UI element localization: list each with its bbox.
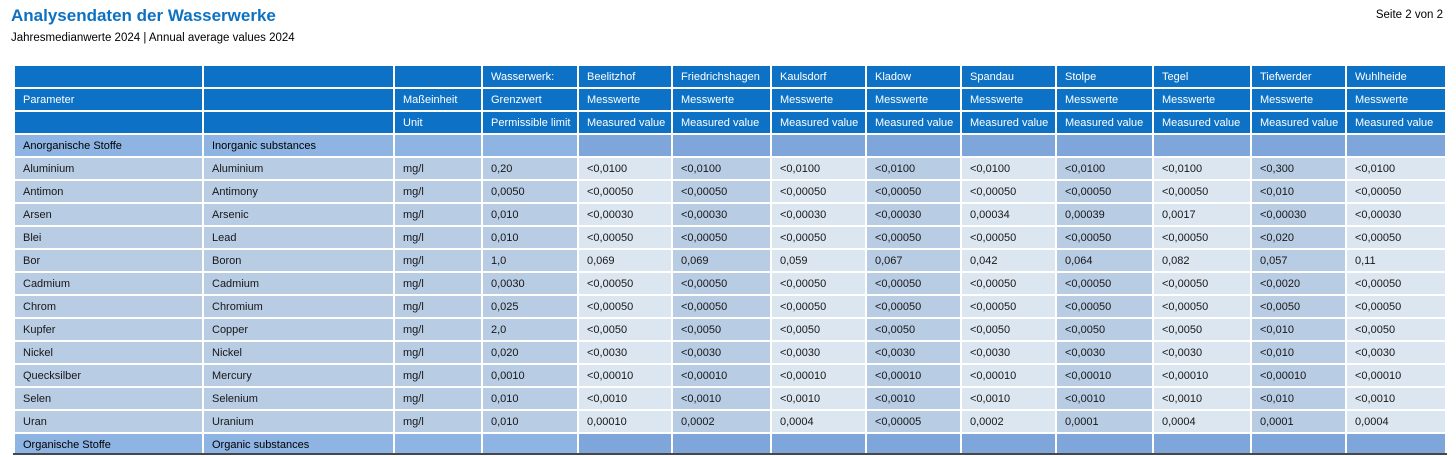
section-spacer-cell (395, 135, 481, 156)
value-cell: 0,042 (962, 250, 1055, 271)
header-spacer-cell (204, 66, 393, 87)
value-cell: <0,020 (1252, 227, 1345, 248)
section-spacer-cell (867, 434, 960, 455)
param-de-cell: Kupfer (15, 319, 202, 340)
limit-label-de: Grenzwert (483, 89, 577, 110)
value-cell: <0,00050 (1057, 296, 1152, 317)
header-spacer-cell (204, 89, 393, 110)
value-cell: <0,00050 (1154, 181, 1250, 202)
table-row (15, 296, 1445, 317)
value-cell: <0,00050 (867, 227, 960, 248)
param-en-cell: Nickel (204, 342, 393, 363)
limit-cell: 0,20 (483, 158, 577, 179)
unit-cell: mg/l (395, 388, 481, 409)
measured-label-de: Messwerte (772, 89, 865, 110)
value-cell: <0,00050 (867, 296, 960, 317)
param-en-cell: Chromium (204, 296, 393, 317)
limit-cell: 1,0 (483, 250, 577, 271)
value-cell: <0,00050 (673, 273, 770, 294)
value-cell: <0,00050 (962, 227, 1055, 248)
limit-cell: 0,0010 (483, 365, 577, 386)
value-cell: <0,00050 (772, 296, 865, 317)
unit-cell: mg/l (395, 342, 481, 363)
param-en-cell: Arsenic (204, 204, 393, 225)
section-spacer-cell (483, 434, 577, 455)
param-de-cell: Aluminium (15, 158, 202, 179)
unit-cell: mg/l (395, 158, 481, 179)
measured-label-de: Messwerte (1252, 89, 1345, 110)
plant-header: Tegel (1154, 66, 1250, 87)
param-de-cell: Chrom (15, 296, 202, 317)
param-en-cell: Antimony (204, 181, 393, 202)
section-spacer-cell (962, 135, 1055, 156)
param-en-cell: Uranium (204, 411, 393, 432)
value-cell: 0,069 (579, 250, 671, 271)
page-title: Analysendaten der Wasserwerke (11, 6, 276, 25)
measured-label-en: Measured value (1252, 112, 1345, 133)
value-cell: <0,300 (1252, 158, 1345, 179)
section-spacer-cell (1057, 135, 1152, 156)
section-name-en: Inorganic substances (204, 135, 393, 156)
param-de-cell: Arsen (15, 204, 202, 225)
section-spacer-cell (1347, 135, 1445, 156)
measured-label-de: Messwerte (962, 89, 1055, 110)
param-de-cell: Bor (15, 250, 202, 271)
value-cell: <0,0100 (1347, 158, 1445, 179)
value-cell: <0,00050 (1347, 181, 1445, 202)
value-cell: <0,0050 (1154, 319, 1250, 340)
value-cell: <0,00050 (1347, 227, 1445, 248)
table-row (15, 342, 1445, 363)
section-spacer-cell (1154, 434, 1250, 455)
value-cell: <0,0030 (673, 342, 770, 363)
measured-label-de: Messwerte (867, 89, 960, 110)
value-cell: 0,0004 (1154, 411, 1250, 432)
measured-label-en: Measured value (867, 112, 960, 133)
value-cell: 0,067 (867, 250, 960, 271)
limit-label-en: Permissible limit (483, 112, 577, 133)
value-cell: <0,0100 (772, 158, 865, 179)
unit-cell: mg/l (395, 319, 481, 340)
value-cell: 0,0017 (1154, 204, 1250, 225)
value-cell: <0,00050 (673, 181, 770, 202)
value-cell: <0,00005 (867, 411, 960, 432)
value-cell: <0,0100 (579, 158, 671, 179)
value-cell: <0,0100 (1154, 158, 1250, 179)
value-cell: 0,11 (1347, 250, 1445, 271)
value-cell: 0,00010 (579, 411, 671, 432)
value-cell: <0,0050 (962, 319, 1055, 340)
value-cell: <0,010 (1252, 319, 1345, 340)
value-cell: <0,00030 (772, 204, 865, 225)
plant-header: Kaulsdorf (772, 66, 865, 87)
value-cell: <0,00050 (1347, 296, 1445, 317)
section-spacer-cell (483, 135, 577, 156)
plant-header: Beelitzhof (579, 66, 671, 87)
value-cell: <0,0010 (962, 388, 1055, 409)
param-de-cell: Quecksilber (15, 365, 202, 386)
limit-cell: 0,0030 (483, 273, 577, 294)
param-de-cell: Cadmium (15, 273, 202, 294)
value-cell: <0,00050 (962, 296, 1055, 317)
header-row-de (15, 89, 1445, 110)
value-cell: <0,00050 (772, 181, 865, 202)
section-spacer-cell (395, 434, 481, 455)
measured-label-de: Messwerte (579, 89, 671, 110)
value-cell: 0,0001 (1252, 411, 1345, 432)
value-cell: <0,0100 (673, 158, 770, 179)
value-cell: <0,00050 (962, 273, 1055, 294)
value-cell: <0,00050 (579, 227, 671, 248)
value-cell: <0,00050 (867, 181, 960, 202)
section-spacer-cell (1252, 135, 1345, 156)
limit-cell: 0,010 (483, 388, 577, 409)
value-cell: <0,00030 (673, 204, 770, 225)
value-cell: <0,00030 (1347, 204, 1445, 225)
param-en-cell: Aluminium (204, 158, 393, 179)
value-cell: <0,0010 (579, 388, 671, 409)
value-cell: <0,0050 (1252, 296, 1345, 317)
value-cell: <0,00050 (1057, 181, 1152, 202)
value-cell: <0,0030 (962, 342, 1055, 363)
value-cell: <0,0050 (1347, 319, 1445, 340)
value-cell: <0,00010 (1057, 365, 1152, 386)
table-body (15, 135, 1445, 455)
value-cell: <0,0030 (579, 342, 671, 363)
value-cell: <0,0030 (1347, 342, 1445, 363)
value-cell: <0,0010 (1057, 388, 1152, 409)
unit-cell: mg/l (395, 250, 481, 271)
plant-header: Tiefwerder (1252, 66, 1345, 87)
value-cell: <0,00050 (1057, 227, 1152, 248)
measured-label-de: Messwerte (1347, 89, 1445, 110)
value-cell: <0,0050 (867, 319, 960, 340)
value-cell: <0,0020 (1252, 273, 1345, 294)
section-spacer-cell (772, 135, 865, 156)
value-cell: <0,00010 (772, 365, 865, 386)
header-spacer-cell (204, 112, 393, 133)
unit-cell: mg/l (395, 296, 481, 317)
value-cell: <0,0100 (867, 158, 960, 179)
value-cell: <0,0100 (962, 158, 1055, 179)
parameter-label: Parameter (15, 89, 202, 110)
table-row (15, 227, 1445, 248)
unit-cell: mg/l (395, 273, 481, 294)
value-cell: <0,00010 (579, 365, 671, 386)
param-en-cell: Cadmium (204, 273, 393, 294)
table-row (15, 158, 1445, 179)
section-row (15, 135, 1445, 156)
value-cell: <0,00050 (1154, 227, 1250, 248)
value-cell: <0,010 (1252, 342, 1345, 363)
value-cell: <0,0010 (867, 388, 960, 409)
measured-label-de: Messwerte (1154, 89, 1250, 110)
plant-header: Friedrichshagen (673, 66, 770, 87)
param-de-cell: Nickel (15, 342, 202, 363)
value-cell: <0,00010 (962, 365, 1055, 386)
measured-label-en: Measured value (579, 112, 671, 133)
unit-label-en: Unit (395, 112, 481, 133)
measured-label-en: Measured value (1154, 112, 1250, 133)
limit-cell: 0,0050 (483, 181, 577, 202)
table-row (15, 273, 1445, 294)
section-spacer-cell (673, 434, 770, 455)
value-cell: <0,00050 (1154, 296, 1250, 317)
plant-header: Kladow (867, 66, 960, 87)
value-cell: <0,010 (1252, 181, 1345, 202)
section-spacer-cell (579, 434, 671, 455)
value-cell: <0,0010 (772, 388, 865, 409)
header-spacer-cell (15, 66, 202, 87)
unit-cell: mg/l (395, 181, 481, 202)
value-cell: <0,0050 (673, 319, 770, 340)
limit-cell: 2,0 (483, 319, 577, 340)
value-cell: <0,00010 (1347, 365, 1445, 386)
section-spacer-cell (867, 135, 960, 156)
value-cell: <0,0050 (772, 319, 865, 340)
table-row (15, 365, 1445, 386)
value-cell: <0,00050 (867, 273, 960, 294)
value-cell: <0,0030 (867, 342, 960, 363)
section-spacer-cell (579, 135, 671, 156)
value-cell: <0,00050 (962, 181, 1055, 202)
value-cell: 0,0004 (1347, 411, 1445, 432)
value-cell: <0,00050 (1154, 273, 1250, 294)
section-spacer-cell (1252, 434, 1345, 455)
param-de-cell: Uran (15, 411, 202, 432)
value-cell: 0,0004 (772, 411, 865, 432)
value-cell: 0,00039 (1057, 204, 1152, 225)
param-de-cell: Selen (15, 388, 202, 409)
table-row (15, 388, 1445, 409)
value-cell: 0,0002 (962, 411, 1055, 432)
value-cell: <0,00050 (772, 273, 865, 294)
plant-header: Spandau (962, 66, 1055, 87)
value-cell: 0,057 (1252, 250, 1345, 271)
analysis-table (13, 64, 1447, 457)
value-cell: <0,00050 (1347, 273, 1445, 294)
value-cell: <0,00050 (673, 296, 770, 317)
section-spacer-cell (962, 434, 1055, 455)
measured-label-de: Messwerte (1057, 89, 1152, 110)
value-cell: <0,00050 (673, 227, 770, 248)
value-cell: 0,059 (772, 250, 865, 271)
value-cell: <0,00050 (579, 181, 671, 202)
wasserwerk-label: Wasserwerk: (483, 66, 577, 87)
value-cell: <0,0030 (772, 342, 865, 363)
measured-label-en: Measured value (1057, 112, 1152, 133)
section-name-de: Organische Stoffe (15, 434, 202, 455)
value-cell: <0,0030 (1154, 342, 1250, 363)
value-cell: <0,00010 (867, 365, 960, 386)
value-cell: <0,00030 (579, 204, 671, 225)
measured-label-en: Measured value (962, 112, 1055, 133)
table-row (15, 204, 1445, 225)
page-subtitle: Jahresmedianwerte 2024 | Annual average values 2024 (11, 32, 295, 44)
measured-label-en: Measured value (772, 112, 865, 133)
value-cell: <0,00050 (579, 273, 671, 294)
value-cell: 0,00034 (962, 204, 1055, 225)
table-row (15, 319, 1445, 340)
measured-label-en: Measured value (1347, 112, 1445, 133)
header-row-plants (15, 66, 1445, 87)
param-en-cell: Copper (204, 319, 393, 340)
page-number: Seite 2 von 2 (1375, 9, 1443, 21)
value-cell: <0,010 (1252, 388, 1345, 409)
value-cell: <0,00010 (1154, 365, 1250, 386)
value-cell: <0,00010 (673, 365, 770, 386)
table-row (15, 411, 1445, 432)
value-cell: <0,00050 (579, 296, 671, 317)
value-cell: <0,00030 (867, 204, 960, 225)
param-en-cell: Lead (204, 227, 393, 248)
header-spacer-cell (395, 66, 481, 87)
section-spacer-cell (1057, 434, 1152, 455)
value-cell: <0,00050 (1057, 273, 1152, 294)
unit-cell: mg/l (395, 204, 481, 225)
param-en-cell: Mercury (204, 365, 393, 386)
value-cell: <0,00030 (1252, 204, 1345, 225)
value-cell: <0,0050 (579, 319, 671, 340)
header-spacer-cell (15, 112, 202, 133)
param-en-cell: Selenium (204, 388, 393, 409)
limit-cell: 0,010 (483, 227, 577, 248)
limit-cell: 0,020 (483, 342, 577, 363)
section-spacer-cell (772, 434, 865, 455)
section-spacer-cell (673, 135, 770, 156)
value-cell: 0,0002 (673, 411, 770, 432)
param-de-cell: Blei (15, 227, 202, 248)
unit-label-de: Maßeinheit (395, 89, 481, 110)
value-cell: <0,0010 (673, 388, 770, 409)
section-name-en: Organic substances (204, 434, 393, 455)
measured-label-en: Measured value (673, 112, 770, 133)
value-cell: <0,0050 (1057, 319, 1152, 340)
limit-cell: 0,010 (483, 204, 577, 225)
value-cell: <0,0100 (1057, 158, 1152, 179)
plant-header: Wuhlheide (1347, 66, 1445, 87)
value-cell: <0,0010 (1154, 388, 1250, 409)
limit-cell: 0,025 (483, 296, 577, 317)
param-en-cell: Boron (204, 250, 393, 271)
unit-cell: mg/l (395, 411, 481, 432)
limit-cell: 0,010 (483, 411, 577, 432)
measured-label-de: Messwerte (673, 89, 770, 110)
table-row (15, 181, 1445, 202)
header-row-en (15, 112, 1445, 133)
section-spacer-cell (1347, 434, 1445, 455)
section-spacer-cell (1154, 135, 1250, 156)
value-cell: <0,00050 (772, 227, 865, 248)
section-name-de: Anorganische Stoffe (15, 135, 202, 156)
value-cell: 0,082 (1154, 250, 1250, 271)
value-cell: 0,0001 (1057, 411, 1152, 432)
value-cell: 0,064 (1057, 250, 1152, 271)
value-cell: <0,0010 (1347, 388, 1445, 409)
table-header (15, 66, 1445, 133)
value-cell: 0,069 (673, 250, 770, 271)
table-row (15, 250, 1445, 271)
param-de-cell: Antimon (15, 181, 202, 202)
plant-header: Stolpe (1057, 66, 1152, 87)
section-row (15, 434, 1445, 455)
unit-cell: mg/l (395, 365, 481, 386)
value-cell: <0,00010 (1252, 365, 1345, 386)
value-cell: <0,0030 (1057, 342, 1152, 363)
unit-cell: mg/l (395, 227, 481, 248)
